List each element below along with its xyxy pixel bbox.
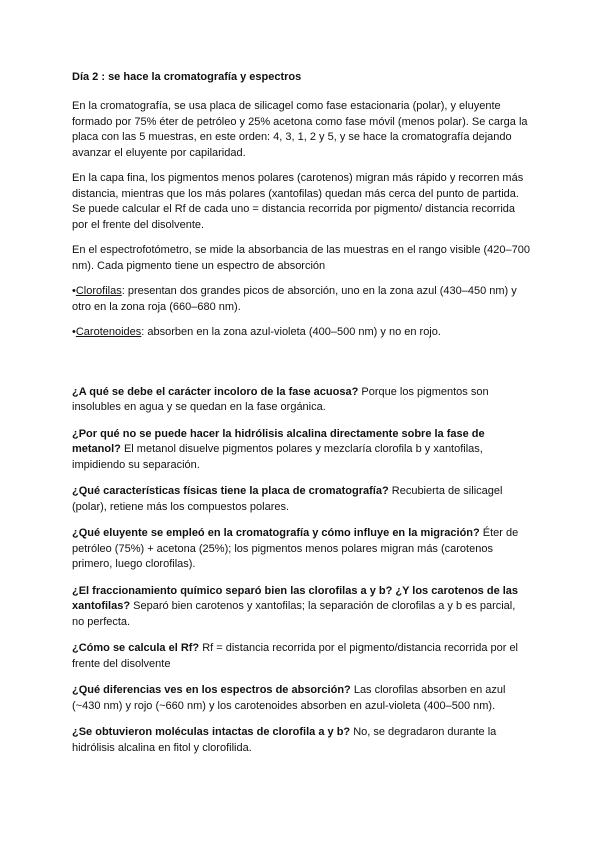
bullet: • xyxy=(72,285,76,297)
question: ¿A qué se debe el carácter incoloro de la fase acuosa? xyxy=(72,385,359,398)
qa-item xyxy=(72,725,530,756)
qa-item xyxy=(72,526,530,573)
qa-item xyxy=(72,683,530,714)
question: ¿Cómo se calcula el Rf? xyxy=(72,642,200,654)
pigment-text: : presentan dos grandes picos de absorción, uno en la zona azul (430–450 nm) y otro en la zona roja (660–680 nm). xyxy=(72,285,517,313)
question: ¿Qué eluyente se empleó en la cromatografía y cómo influye en la migración? xyxy=(72,527,480,539)
answer: Éter de petróleo (75%) + acetona (25%); los pigmentos menos polares migran más (carotenos primero, luego clorofilas). xyxy=(72,527,519,570)
answer: Porque los pigmentos son insolubles en agua y se quedan en la fase orgánica. xyxy=(72,385,489,413)
answer: No, se degradaron durante la hidrólisis alcalina en fitol y clorofilida. xyxy=(72,726,497,754)
question: ¿Qué diferencias ves en los espectros de absorción? xyxy=(72,684,351,696)
pigment-item-carotenoides xyxy=(72,325,530,341)
paragraph-thin-layer: En la capa fina, los pigmentos menos polares (carotenos) migran más rápido y recorren más distancia, mientras que los más polares (xantofilas) quedan más cerca del punto de partida. Se puede calcular el Rf de cada uno = distancia recorrida por pigmento/ distancia recorrida por el frente del disolvente. xyxy=(72,172,524,231)
question: ¿Qué características físicas tiene la placa de cromatografía? xyxy=(72,485,389,497)
pigment-text: : absorben en la zona azul-violeta (400–500 nm) y no en rojo. xyxy=(141,326,441,338)
question: ¿Por qué no se puede hacer la hidrólisis alcalina directamente sobre la fase de metanol? xyxy=(72,427,485,455)
answer: Rf = distancia recorrida por el pigmento/distancia recorrida por el frente del disolvente xyxy=(72,642,519,670)
paragraph-chromatography: En la cromatografía, se usa placa de silicagel como fase estacionaria (polar), y eluyente formado por 75% éter de petróleo y 25% acetona como fase móvil (menos polar). Se carga la placa con las 5 muestras, en este orden: 4, 3, 1, 2 y 5, y se hace la cromatografía dejando avanzar el eluyente por capilaridad. xyxy=(72,100,528,159)
qa-item xyxy=(72,641,530,672)
answer: Separó bien carotenos y xantofilas; la separación de clorofilas a y b es parcial, no perfecta. xyxy=(72,600,516,628)
qa-item xyxy=(72,427,530,474)
bullet: • xyxy=(72,326,76,338)
answer: Las clorofilas absorben en azul (~430 nm) y rojo (~660 nm) y los carotenoides absorben en azul-violeta (400–500 nm). xyxy=(72,684,506,712)
pigment-name: Clorofilas xyxy=(75,285,122,297)
paragraph-spectrophotometer: En el espectrofotómetro, se mide la absorbancia de las muestras en el rango visible (420–700 nm). Cada pigmento tiene un espectro de absorción xyxy=(72,244,530,272)
answer: Recubierta de silicagel (polar), retiene más los compuestos polares. xyxy=(72,485,503,513)
pigment-name: Carotenoides xyxy=(75,326,142,338)
question: ¿El fraccionamiento químico separó bien las clorofilas a y b? ¿Y los carotenos de las xantofilas? xyxy=(72,584,519,612)
qa-item xyxy=(72,584,530,631)
pigment-item-clorofilas xyxy=(72,284,530,315)
qa-item xyxy=(72,484,530,515)
question: ¿Se obtuvieron moléculas intactas de clorofila a y b? xyxy=(72,726,351,738)
qa-item xyxy=(72,385,530,416)
page-title: Día 2 : se hace la cromatografía y espectros xyxy=(72,71,302,83)
section-spacer xyxy=(72,351,530,385)
answer: El metanol disuelve pigmentos polares y mezclaría clorofila b y xantofilas, impidiendo su separación. xyxy=(72,443,483,471)
